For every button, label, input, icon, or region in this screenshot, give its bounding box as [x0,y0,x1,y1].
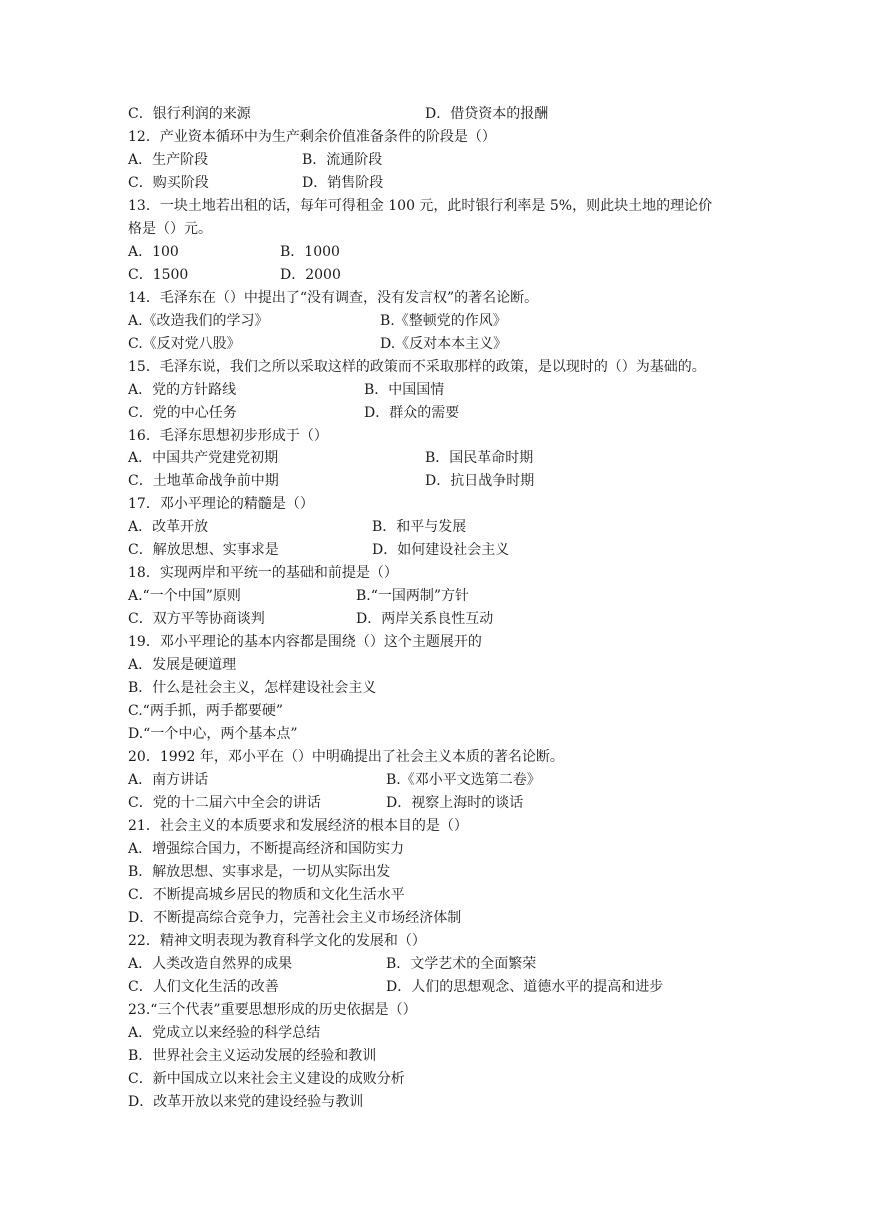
text-line [128,218,212,240]
text-line [128,149,383,171]
line-text: A．增强综合国力，不断提高经济和国防实力 [128,841,405,857]
option-text: D．借贷资本的报酬 [425,106,549,122]
line-text: C.《反对党八股》 [128,336,241,352]
text-line [128,287,538,309]
text-line [128,356,706,378]
text-line [128,1068,405,1090]
text-line [128,654,236,676]
text-line [128,493,314,515]
text-line [128,1045,376,1067]
option-text: B.《邓小平文选第二卷》 [386,772,541,788]
text-line [128,746,564,768]
text-line [128,379,445,401]
line-text: D．不断提高综合竞争力，完善社会主义市场经济体制 [128,910,462,926]
text-line [128,103,549,125]
text-line [128,815,468,837]
line-text: 15．毛泽东说，我们之所以采取这样的政策而不采取那样的政策，是以现时的（）为基础的。 [128,359,706,375]
line-text: C．1500 [128,267,189,283]
option-text: B.《整顿党的作风》 [380,313,507,329]
text-line [128,608,494,630]
option-text: D．群众的需要 [364,405,460,421]
line-text: A．党的方针路线 [128,382,237,398]
option-text: D.《反对本本主义》 [380,336,508,352]
option-text: D．两岸关系良性互动 [356,611,494,627]
line-text: D．改革开放以来党的建设经验与教训 [128,1094,364,1110]
option-text: B．文学艺术的全面繁荣 [386,956,537,972]
line-text: 16．毛泽东思想初步形成于（） [128,428,328,444]
text-line [128,1091,363,1113]
option-text: D．抗日战争时期 [425,473,535,489]
line-text: 18．实现两岸和平统一的基础和前提是（） [128,565,398,581]
line-text: 21．社会主义的本质要求和发展经济的根本目的是（） [128,818,468,834]
text-line [128,425,328,447]
text-line [128,631,482,653]
option-text: B．国民革命时期 [425,450,534,466]
line-text: C．银行利润的来源 [128,106,251,122]
text-line [128,677,376,699]
line-text: A．发展是硬道理 [128,657,237,673]
text-line [128,172,384,194]
text-line [128,241,340,263]
line-text: C．解放思想、实事求是 [128,542,279,558]
line-text: 17．邓小平理论的精髓是（） [128,496,314,512]
text-line [128,333,508,355]
text-line [128,402,460,424]
line-text: B．什么是社会主义，怎样建设社会主义 [128,680,377,696]
option-text: B.“一国两制”方针 [356,588,470,604]
line-text: D.“一个中心，两个基本点” [128,726,298,742]
text-line [128,792,524,814]
text-line [128,884,405,906]
line-text: C．党的中心任务 [128,405,237,421]
text-line [128,861,390,883]
text-line [128,562,398,584]
line-text: A．生产阶段 [128,152,209,168]
line-text: 12．产业资本循环中为生产剩余价值准备条件的阶段是（） [128,129,496,145]
text-line [128,769,541,791]
line-text: 13．一块土地若出租的话，每年可得租金 100 元，此时银行利率是 5%，则此块土地的理论价 [128,198,713,214]
text-line [128,516,467,538]
text-line [128,907,461,929]
line-text: A．中国共产党建党初期 [128,450,279,466]
option-text: D．如何建设社会主义 [372,542,510,558]
option-text: D．人们的思想观念、道德水平的提高和进步 [386,979,664,995]
option-text: B．1000 [280,244,340,260]
line-text: A.“一个中国”原则 [128,588,241,604]
text-line [128,999,417,1021]
line-text: B．世界社会主义运动发展的经验和教训 [128,1048,377,1064]
line-text: 14．毛泽东在（）中提出了“没有调查，没有发言权”的著名论断。 [128,290,539,306]
text-line [128,838,404,860]
text-line [128,930,426,952]
option-text: D．销售阶段 [302,175,384,191]
line-text: 23.“三个代表”重要思想形成的历史依据是（） [128,1002,417,1018]
line-text: 20．1992 年，邓小平在（）中明确提出了社会主义本质的著名论断。 [128,749,564,765]
text-line [128,976,664,998]
line-text: 格是（）元。 [128,221,212,237]
line-text: A．100 [128,244,179,260]
line-text: A．人类改造自然界的成果 [128,956,293,972]
option-text: B．中国国情 [364,382,445,398]
text-line [128,195,712,217]
line-text: A．改革开放 [128,519,209,535]
text-line [128,700,283,722]
line-text: C．不断提高城乡居民的物质和文化生活水平 [128,887,405,903]
line-text: C．党的十二届六中全会的讲话 [128,795,321,811]
text-line [128,723,298,745]
line-text: A.《改造我们的学习》 [128,313,269,329]
line-text: C.“两手抓，两手都要硬” [128,703,283,719]
line-text: A．南方讲话 [128,772,209,788]
text-line [128,310,507,332]
option-text: B．流通阶段 [302,152,383,168]
line-text: 22．精神文明表现为教育科学文化的发展和（） [128,933,426,949]
text-line [128,1022,320,1044]
line-text: C．新中国成立以来社会主义建设的成败分析 [128,1071,405,1087]
option-text: D．视察上海时的谈话 [386,795,524,811]
text-line [128,585,470,607]
option-text: D．2000 [280,267,341,283]
text-line [128,539,510,561]
text-line [128,264,341,286]
text-line [128,126,496,148]
line-text: B．解放思想、实事求是，一切从实际出发 [128,864,391,880]
line-text: C．土地革命战争前中期 [128,473,279,489]
option-text: B．和平与发展 [372,519,467,535]
line-text: C．双方平等协商谈判 [128,611,265,627]
line-text: A．党成立以来经验的科学总结 [128,1025,321,1041]
line-text: 19．邓小平理论的基本内容都是围绕（）这个主题展开的 [128,634,482,650]
text-line [128,447,534,469]
line-text: C．人们文化生活的改善 [128,979,279,995]
text-line [128,953,537,975]
text-line [128,470,535,492]
line-text: C．购买阶段 [128,175,209,191]
